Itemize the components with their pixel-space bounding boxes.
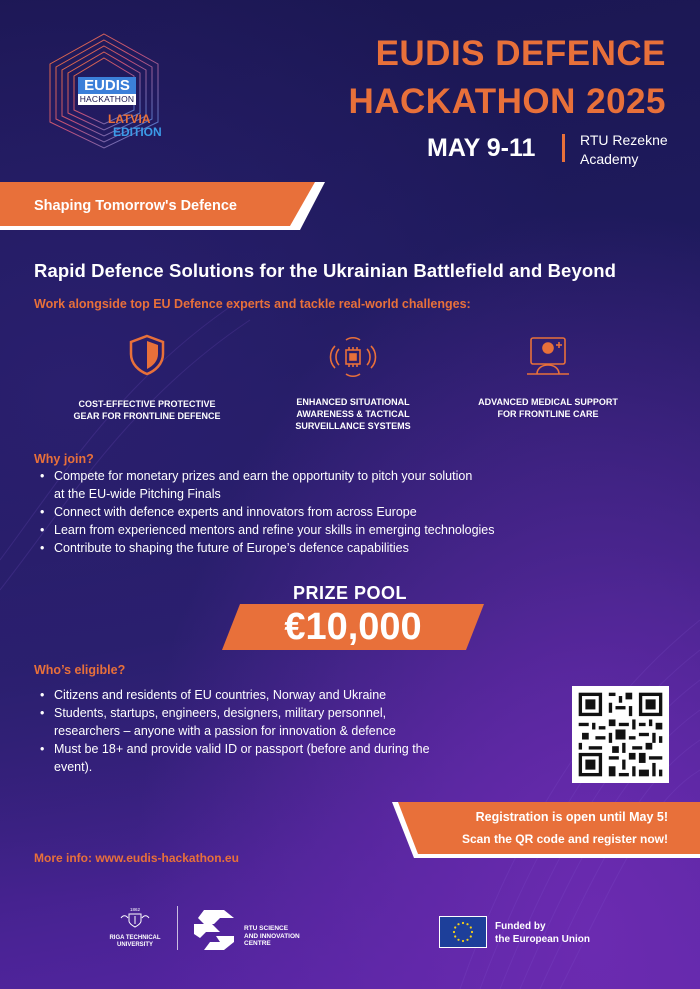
science-centre-line: RTU SCIENCE [244, 925, 289, 932]
list-item-text: event). [54, 760, 93, 774]
feature-label-line: ADVANCED MEDICAL SUPPORT [478, 397, 618, 407]
eligible-list [40, 686, 430, 776]
logo-edition: EDITION [113, 125, 162, 139]
logo-country: LATVIA [108, 112, 151, 126]
science-centre-logo-icon [190, 910, 238, 950]
event-venue [580, 131, 668, 169]
eu-stars-icon [440, 917, 486, 947]
list-item-text: at the EU-wide Pitching Finals [54, 487, 221, 501]
qr-code-icon [572, 686, 669, 783]
rtu-name-line: UNIVERSITY [116, 942, 153, 948]
science-centre-line: AND INNOVATION [244, 932, 300, 940]
list-item [40, 740, 430, 776]
feature-label-line: ENHANCED SITUATIONAL [296, 397, 410, 407]
eu-funding-line: the European Union [495, 934, 590, 945]
footer-divider [177, 906, 178, 950]
prize-amount: €10,000 [284, 606, 422, 648]
event-date: MAY 9-11 [427, 134, 536, 162]
rtu-crest-icon [115, 906, 155, 928]
eu-funding-text [495, 920, 590, 946]
subheadline: Work alongside top EU Defence experts and tackle real-world challenges: [34, 297, 471, 311]
science-centre-line: CENTRE [244, 940, 271, 947]
why-join-list [40, 467, 495, 557]
venue-line-1: RTU Rezekne [580, 132, 668, 148]
feature-label-line: COST-EFFECTIVE PROTECTIVE [78, 399, 216, 409]
venue-line-2: Academy [580, 151, 639, 167]
list-item-text: Compete for monetary prizes and earn the opportunity to pitch your solution [54, 469, 473, 483]
feature-label-line: SURVEILLANCE SYSTEMS [295, 421, 411, 431]
date-separator [562, 134, 565, 162]
list-item [40, 467, 495, 503]
list-item-text: Students, startups, engineers, designers, military personnel, [54, 706, 387, 720]
eligible-title: Who’s eligible? [34, 663, 126, 677]
rtu-logo [105, 906, 165, 949]
feature-label-line: GEAR FOR FRONTLINE DEFENCE [73, 411, 221, 421]
list-item: • Connect with defence experts and innovators from across Europe [40, 503, 495, 521]
logo-brand: EUDIS [78, 77, 136, 94]
registration-deadline: Registration is open until May 5! [475, 810, 668, 824]
list-item-text: researchers – anyone with a passion for innovation & defence [54, 724, 396, 738]
tagline-text: Shaping Tomorrow's Defence [34, 198, 237, 214]
why-join-title: Why join? [34, 452, 94, 466]
registration-qr-code[interactable] [572, 686, 669, 783]
registration-call-to-action: Scan the QR code and register now! [461, 832, 668, 846]
list-item [40, 704, 430, 740]
eudis-logo [40, 30, 168, 150]
science-centre-name [244, 925, 300, 948]
logo-event: HACKATHON [79, 94, 135, 104]
medical-support-icon [525, 334, 571, 378]
rtu-name-line: RIGA TECHNICAL [109, 935, 161, 941]
feature-label-line: FOR FRONTLINE CARE [497, 409, 599, 419]
title-line-1: EUDIS DEFENCE [375, 34, 666, 73]
list-item: • Citizens and residents of EU countries, Norway and Ukraine [40, 686, 430, 704]
shield-icon [127, 334, 167, 376]
page-title [348, 30, 666, 126]
feature-medical-support [453, 334, 643, 420]
prize-pool-title: PRIZE POOL [292, 583, 407, 603]
radar-chip-icon [329, 334, 377, 380]
more-info-link[interactable]: More info: www.eudis-hackathon.eu [34, 851, 239, 865]
feature-situational-awareness [258, 334, 448, 432]
list-item-text: Must be 18+ and provide valid ID or passport (before and during the [54, 742, 430, 756]
eu-flag [439, 916, 487, 948]
feature-protective-gear [52, 334, 242, 422]
list-item: • Contribute to shaping the future of Europe’s defence capabilities [40, 539, 495, 557]
feature-label-line: AWARENESS & TACTICAL [296, 409, 410, 419]
title-line-2: HACKATHON 2025 [348, 82, 666, 121]
rtu-founded-year: 1862 [129, 907, 141, 912]
headline: Rapid Defence Solutions for the Ukrainian Battlefield and Beyond [34, 260, 617, 281]
list-item: • Learn from experienced mentors and refine your skills in emerging technologies [40, 521, 495, 539]
eu-funding-line: Funded by [495, 921, 546, 932]
